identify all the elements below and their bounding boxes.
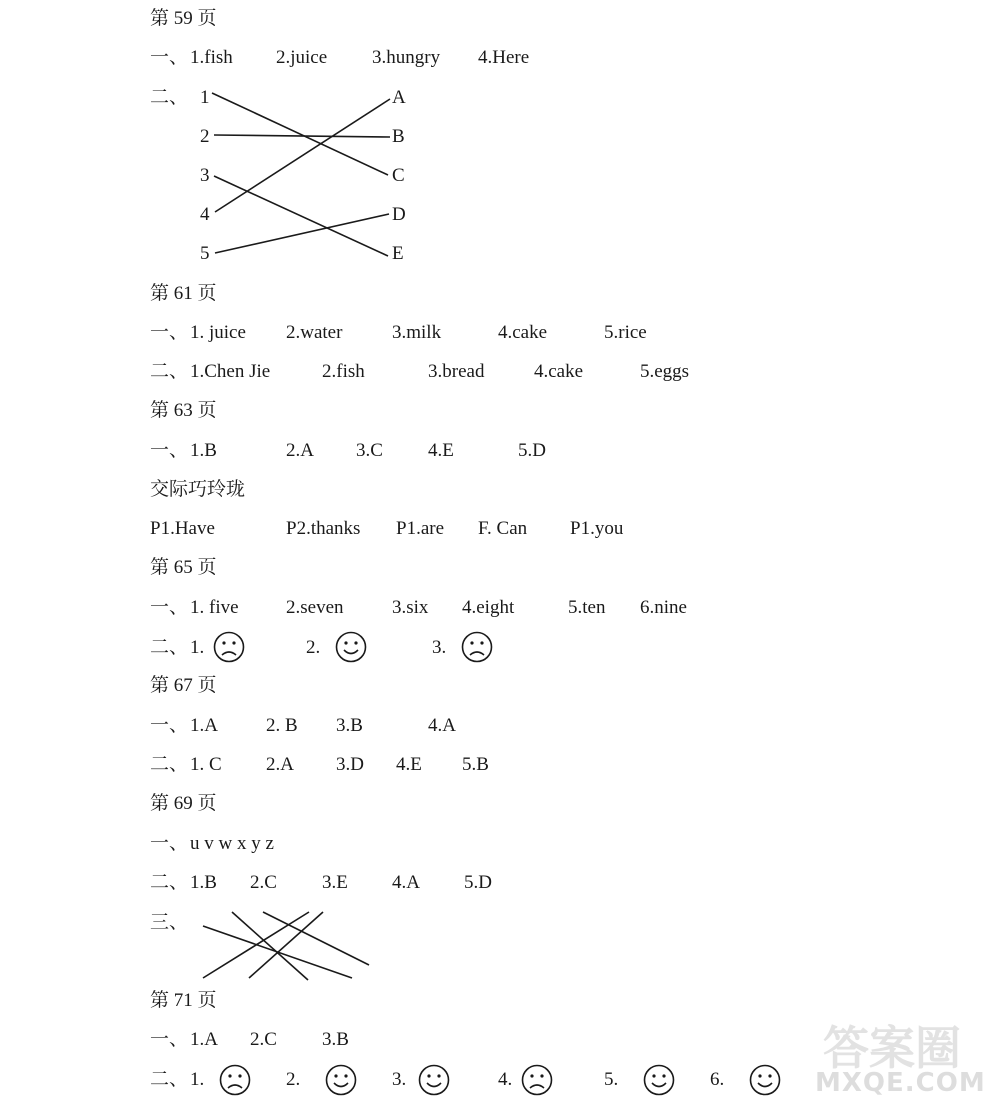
sub-heading: 交际巧玲珑 — [150, 479, 246, 500]
section-marker: 二、 — [150, 637, 189, 658]
match-right-label: D — [392, 204, 406, 225]
sad-face-icon — [521, 1064, 553, 1096]
match-left-label: 1 — [200, 87, 210, 108]
answer-item: 2.C — [250, 872, 277, 893]
face-label: 6. — [710, 1069, 725, 1090]
answer-item: 4.cake — [498, 322, 548, 343]
match-line — [214, 135, 390, 137]
answer-item: 2.juice — [276, 47, 328, 68]
sad-face-icon — [461, 631, 493, 663]
answer-item: 2.seven — [286, 597, 344, 618]
answer-item: 1.B — [190, 872, 217, 893]
answer-item: F. Can — [478, 518, 528, 539]
match-right-label: E — [392, 243, 404, 264]
answer-item: 4.eight — [462, 597, 515, 618]
answer-item: 5.B — [462, 754, 489, 775]
section-marker: 一、 — [150, 47, 189, 68]
match-right-label: A — [392, 87, 406, 108]
answer-item: P2.thanks — [286, 518, 361, 539]
answer-item: 4.A — [428, 715, 456, 736]
answer-item: 1. five — [190, 597, 239, 618]
sad-face-icon — [213, 631, 245, 663]
answer-item: 4.cake — [534, 361, 584, 382]
page-65-heading: 第 65 页 — [150, 557, 217, 578]
cross-line — [203, 912, 309, 978]
section-marker: 二、 — [150, 87, 189, 108]
answer-item: P1.you — [570, 518, 624, 539]
watermark-site-text: MXQE.COM — [815, 1068, 986, 1098]
face-label: 3. — [432, 637, 447, 658]
answer-item: 1.A — [190, 715, 218, 736]
section-marker: 一、 — [150, 1029, 189, 1050]
answer-item: 3.milk — [392, 322, 442, 343]
section-marker: 二、 — [150, 1069, 189, 1090]
answer-item: 1.B — [190, 440, 217, 461]
answer-item: 2.A — [266, 754, 294, 775]
answer-item: 2.fish — [322, 361, 365, 382]
answer-item: 1.fish — [190, 47, 233, 68]
smiley-face-icon — [335, 631, 367, 663]
face-label: 4. — [498, 1069, 513, 1090]
answer-item: 1.Chen Jie — [190, 361, 271, 382]
section-marker: 一、 — [150, 833, 189, 854]
match-line — [215, 99, 390, 212]
answer-item: 6.nine — [640, 597, 687, 618]
face-label: 5. — [604, 1069, 619, 1090]
page-67-heading: 第 67 页 — [150, 675, 217, 696]
answer-item: 4.E — [396, 754, 422, 775]
match-left-label: 4 — [200, 204, 210, 225]
answer-item: 3.six — [392, 597, 429, 618]
answer-item: 5.D — [518, 440, 546, 461]
page-71-heading: 第 71 页 — [150, 990, 217, 1011]
match-line — [212, 93, 388, 175]
answer-item: 5.eggs — [640, 361, 690, 382]
face-label: 1. — [190, 637, 205, 658]
sad-face-icon — [219, 1064, 251, 1096]
cross-line — [232, 912, 308, 980]
crossed-lines-figure — [203, 912, 369, 980]
section-marker: 一、 — [150, 597, 189, 618]
answer-item: 1.A — [190, 1029, 218, 1050]
section-marker: 一、 — [150, 322, 189, 343]
face-label: 2. — [306, 637, 321, 658]
answer-item: 1. C — [190, 754, 222, 775]
cross-line — [249, 912, 323, 978]
answer-item: P1.Have — [150, 518, 215, 539]
section-marker: 一、 — [150, 440, 189, 461]
answer-item: 3.E — [322, 872, 348, 893]
section-marker: 二、 — [150, 361, 189, 382]
answer-item: 3.D — [336, 754, 364, 775]
section-marker: 二、 — [150, 754, 189, 775]
answer-item: 2.C — [250, 1029, 277, 1050]
answer-item: 3.B — [322, 1029, 349, 1050]
answer-item: 2.A — [286, 440, 314, 461]
smiley-face-icon — [643, 1064, 675, 1096]
answer-item: 1. juice — [190, 322, 246, 343]
answer-item: 5.ten — [568, 597, 606, 618]
match-left-label: 5 — [200, 243, 210, 264]
match-left-label: 3 — [200, 165, 210, 186]
answer-item: P1.are — [396, 518, 445, 539]
answer-item: 3.hungry — [372, 47, 441, 68]
answer-item: 4.E — [428, 440, 454, 461]
smiley-face-icon — [749, 1064, 781, 1096]
match-right-label: C — [392, 165, 405, 186]
answer-item: 3.B — [336, 715, 363, 736]
face-label: 3. — [392, 1069, 407, 1090]
answer-item: 4.A — [392, 872, 420, 893]
page-59-heading: 第 59 页 — [150, 8, 217, 29]
smiley-face-icon — [418, 1064, 450, 1096]
section-marker: 一、 — [150, 715, 189, 736]
page-63-heading: 第 63 页 — [150, 400, 217, 421]
match-right-label: B — [392, 126, 405, 147]
answer-item: 2.water — [286, 322, 343, 343]
match-line — [214, 176, 388, 256]
answer-item: 2. B — [266, 715, 298, 736]
cross-line — [263, 912, 369, 965]
answer-item: 4.Here — [478, 47, 530, 68]
match-line — [215, 214, 389, 253]
section-marker: 二、 — [150, 872, 189, 893]
face-label: 1. — [190, 1069, 205, 1090]
answer-item: 3.C — [356, 440, 383, 461]
face-label: 2. — [286, 1069, 301, 1090]
answer-item: 5.rice — [604, 322, 647, 343]
answer-text: u v w x y z — [190, 833, 274, 854]
page-61-heading: 第 61 页 — [150, 283, 217, 304]
answer-item: 3.bread — [428, 361, 485, 382]
page-69-heading: 第 69 页 — [150, 793, 217, 814]
watermark-logo-text: 答案圈 — [823, 1021, 961, 1075]
match-left-label: 2 — [200, 126, 210, 147]
answer-item: 5.D — [464, 872, 492, 893]
section-marker: 三、 — [150, 912, 189, 933]
smiley-face-icon — [325, 1064, 357, 1096]
